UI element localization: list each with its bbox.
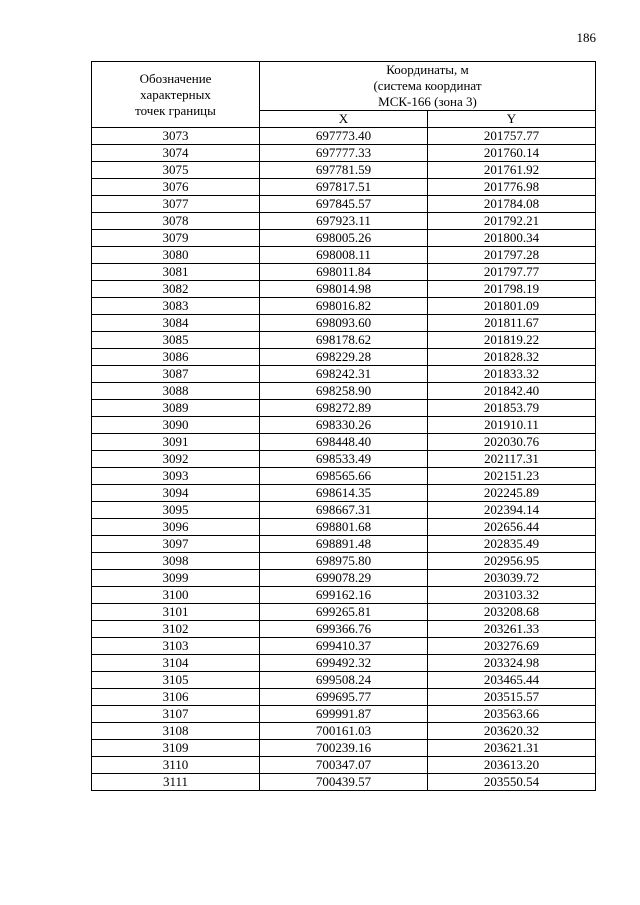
y-coordinate-cell: 201833.32 — [428, 366, 596, 383]
table-row — [92, 774, 596, 791]
y-coordinate-cell: 202656.44 — [428, 519, 596, 536]
point-id-cell: 3098 — [92, 553, 260, 570]
x-coordinate-cell: 698011.84 — [260, 264, 428, 281]
y-coordinate-cell: 201798.19 — [428, 281, 596, 298]
point-id-cell: 3085 — [92, 332, 260, 349]
y-coordinate-cell: 201761.92 — [428, 162, 596, 179]
table-row — [92, 689, 596, 706]
x-coordinate-cell: 698565.66 — [260, 468, 428, 485]
point-label-line-2: характерных — [140, 86, 211, 102]
x-coordinate-cell: 699508.24 — [260, 672, 428, 689]
point-id-cell: 3097 — [92, 536, 260, 553]
x-coordinate-cell: 698242.31 — [260, 366, 428, 383]
table-row — [92, 128, 596, 145]
x-coordinate-cell: 700239.16 — [260, 740, 428, 757]
table-row — [92, 400, 596, 417]
table-row — [92, 298, 596, 315]
y-coordinate-cell: 202956.95 — [428, 553, 596, 570]
point-id-cell: 3073 — [92, 128, 260, 145]
y-coordinate-cell: 201828.32 — [428, 349, 596, 366]
table-row — [92, 366, 596, 383]
point-id-cell: 3092 — [92, 451, 260, 468]
point-id-cell: 3106 — [92, 689, 260, 706]
table-row — [92, 349, 596, 366]
point-id-cell: 3081 — [92, 264, 260, 281]
point-id-cell: 3089 — [92, 400, 260, 417]
point-label-header — [92, 62, 260, 128]
y-coordinate-cell: 203515.57 — [428, 689, 596, 706]
point-label-line-1: Обозначение — [139, 70, 212, 86]
y-coordinate-cell: 202030.76 — [428, 434, 596, 451]
coords-label-line-1: Координаты, м — [386, 62, 469, 77]
x-coordinate-cell: 697817.51 — [260, 179, 428, 196]
x-coordinate-cell: 697777.33 — [260, 145, 428, 162]
point-id-cell: 3096 — [92, 519, 260, 536]
point-id-cell: 3079 — [92, 230, 260, 247]
y-coordinate-cell: 203550.54 — [428, 774, 596, 791]
table-row — [92, 417, 596, 434]
table-row — [92, 604, 596, 621]
x-coordinate-cell: 698801.68 — [260, 519, 428, 536]
point-id-cell: 3074 — [92, 145, 260, 162]
x-coordinate-cell: 699991.87 — [260, 706, 428, 723]
point-id-cell: 3083 — [92, 298, 260, 315]
table-row — [92, 145, 596, 162]
point-id-cell: 3100 — [92, 587, 260, 604]
y-coordinate-cell: 201757.77 — [428, 128, 596, 145]
point-label-line-3: точек границы — [135, 102, 216, 118]
y-coordinate-cell: 203613.20 — [428, 757, 596, 774]
y-coordinate-cell: 202117.31 — [428, 451, 596, 468]
table-row — [92, 196, 596, 213]
point-id-cell: 3093 — [92, 468, 260, 485]
y-coordinate-cell: 202245.89 — [428, 485, 596, 502]
x-coordinate-cell: 698975.80 — [260, 553, 428, 570]
x-column-header: X — [260, 111, 428, 128]
y-coordinate-cell: 202394.14 — [428, 502, 596, 519]
y-coordinate-cell: 201792.21 — [428, 213, 596, 230]
table-row — [92, 247, 596, 264]
point-id-cell: 3086 — [92, 349, 260, 366]
point-id-cell: 3094 — [92, 485, 260, 502]
y-coordinate-cell: 201910.11 — [428, 417, 596, 434]
point-id-cell: 3095 — [92, 502, 260, 519]
y-coordinate-cell: 201811.67 — [428, 315, 596, 332]
table-row — [92, 213, 596, 230]
y-coordinate-cell: 203276.69 — [428, 638, 596, 655]
x-coordinate-cell: 700347.07 — [260, 757, 428, 774]
point-id-cell: 3101 — [92, 604, 260, 621]
table-row — [92, 162, 596, 179]
x-coordinate-cell: 698614.35 — [260, 485, 428, 502]
x-coordinate-cell: 698667.31 — [260, 502, 428, 519]
coords-label-header — [260, 62, 596, 111]
x-coordinate-cell: 698014.98 — [260, 281, 428, 298]
table-row — [92, 723, 596, 740]
point-id-cell: 3109 — [92, 740, 260, 757]
table-row — [92, 706, 596, 723]
point-id-cell: 3082 — [92, 281, 260, 298]
y-coordinate-cell: 203621.31 — [428, 740, 596, 757]
table-row — [92, 179, 596, 196]
point-id-cell: 3091 — [92, 434, 260, 451]
x-coordinate-cell: 697773.40 — [260, 128, 428, 145]
x-coordinate-cell: 700161.03 — [260, 723, 428, 740]
point-id-cell: 3076 — [92, 179, 260, 196]
y-coordinate-cell: 201797.28 — [428, 247, 596, 264]
y-column-header: Y — [428, 111, 596, 128]
table-body — [92, 128, 596, 791]
coords-label-line-3: МСК-166 (зона 3) — [378, 94, 477, 109]
x-coordinate-cell: 699162.16 — [260, 587, 428, 604]
point-id-cell: 3111 — [92, 774, 260, 791]
point-id-cell: 3087 — [92, 366, 260, 383]
table-row — [92, 230, 596, 247]
x-coordinate-cell: 697845.57 — [260, 196, 428, 213]
x-coordinate-cell: 699265.81 — [260, 604, 428, 621]
y-coordinate-cell: 203563.66 — [428, 706, 596, 723]
x-coordinate-cell: 698229.28 — [260, 349, 428, 366]
point-id-cell: 3105 — [92, 672, 260, 689]
table-row — [92, 519, 596, 536]
point-id-cell: 3077 — [92, 196, 260, 213]
x-coordinate-cell: 698448.40 — [260, 434, 428, 451]
table-row — [92, 383, 596, 400]
point-id-cell: 3108 — [92, 723, 260, 740]
y-coordinate-cell: 202151.23 — [428, 468, 596, 485]
y-coordinate-cell: 201853.79 — [428, 400, 596, 417]
table-row — [92, 621, 596, 638]
table-row — [92, 672, 596, 689]
point-id-cell: 3078 — [92, 213, 260, 230]
point-id-cell: 3080 — [92, 247, 260, 264]
y-coordinate-cell: 203465.44 — [428, 672, 596, 689]
x-coordinate-cell: 698533.49 — [260, 451, 428, 468]
y-coordinate-cell: 201776.98 — [428, 179, 596, 196]
y-coordinate-cell: 201784.08 — [428, 196, 596, 213]
x-coordinate-cell: 698330.26 — [260, 417, 428, 434]
y-coordinate-cell: 202835.49 — [428, 536, 596, 553]
y-coordinate-cell: 203324.98 — [428, 655, 596, 672]
x-coordinate-cell: 698093.60 — [260, 315, 428, 332]
coordinates-table — [91, 61, 596, 791]
x-coordinate-cell: 699078.29 — [260, 570, 428, 587]
y-coordinate-cell: 201800.34 — [428, 230, 596, 247]
x-coordinate-cell: 700439.57 — [260, 774, 428, 791]
point-id-cell: 3102 — [92, 621, 260, 638]
point-id-cell: 3103 — [92, 638, 260, 655]
point-id-cell: 3110 — [92, 757, 260, 774]
table-row — [92, 740, 596, 757]
table-row — [92, 570, 596, 587]
x-coordinate-cell: 698891.48 — [260, 536, 428, 553]
x-coordinate-cell: 697781.59 — [260, 162, 428, 179]
y-coordinate-cell: 201797.77 — [428, 264, 596, 281]
table-row — [92, 468, 596, 485]
table-header — [92, 62, 596, 128]
table-row — [92, 264, 596, 281]
table-row — [92, 315, 596, 332]
x-coordinate-cell: 699492.32 — [260, 655, 428, 672]
y-coordinate-cell: 203103.32 — [428, 587, 596, 604]
y-coordinate-cell: 201819.22 — [428, 332, 596, 349]
page-number: 186 — [576, 30, 596, 45]
table-row — [92, 536, 596, 553]
point-id-cell: 3090 — [92, 417, 260, 434]
table-row — [92, 485, 596, 502]
y-coordinate-cell: 203039.72 — [428, 570, 596, 587]
point-id-cell: 3088 — [92, 383, 260, 400]
point-id-cell: 3099 — [92, 570, 260, 587]
y-coordinate-cell: 203620.32 — [428, 723, 596, 740]
x-coordinate-cell: 698178.62 — [260, 332, 428, 349]
point-id-cell: 3104 — [92, 655, 260, 672]
x-coordinate-cell: 698005.26 — [260, 230, 428, 247]
x-coordinate-cell: 697923.11 — [260, 213, 428, 230]
table-row — [92, 332, 596, 349]
y-coordinate-cell: 201801.09 — [428, 298, 596, 315]
point-id-cell: 3084 — [92, 315, 260, 332]
y-coordinate-cell: 203261.33 — [428, 621, 596, 638]
x-coordinate-cell: 698272.89 — [260, 400, 428, 417]
table-row — [92, 281, 596, 298]
y-coordinate-cell: 201842.40 — [428, 383, 596, 400]
table-row — [92, 553, 596, 570]
x-coordinate-cell: 699366.76 — [260, 621, 428, 638]
table-row — [92, 502, 596, 519]
point-id-cell: 3107 — [92, 706, 260, 723]
table-row — [92, 451, 596, 468]
table-row — [92, 655, 596, 672]
x-coordinate-cell: 698258.90 — [260, 383, 428, 400]
table-row — [92, 757, 596, 774]
x-coordinate-cell: 699695.77 — [260, 689, 428, 706]
x-coordinate-cell: 698016.82 — [260, 298, 428, 315]
table-row — [92, 587, 596, 604]
x-coordinate-cell: 698008.11 — [260, 247, 428, 264]
y-coordinate-cell: 201760.14 — [428, 145, 596, 162]
table-row — [92, 638, 596, 655]
x-coordinate-cell: 699410.37 — [260, 638, 428, 655]
table-row — [92, 434, 596, 451]
coords-label-line-2: (система координат — [373, 78, 482, 93]
point-id-cell: 3075 — [92, 162, 260, 179]
y-coordinate-cell: 203208.68 — [428, 604, 596, 621]
